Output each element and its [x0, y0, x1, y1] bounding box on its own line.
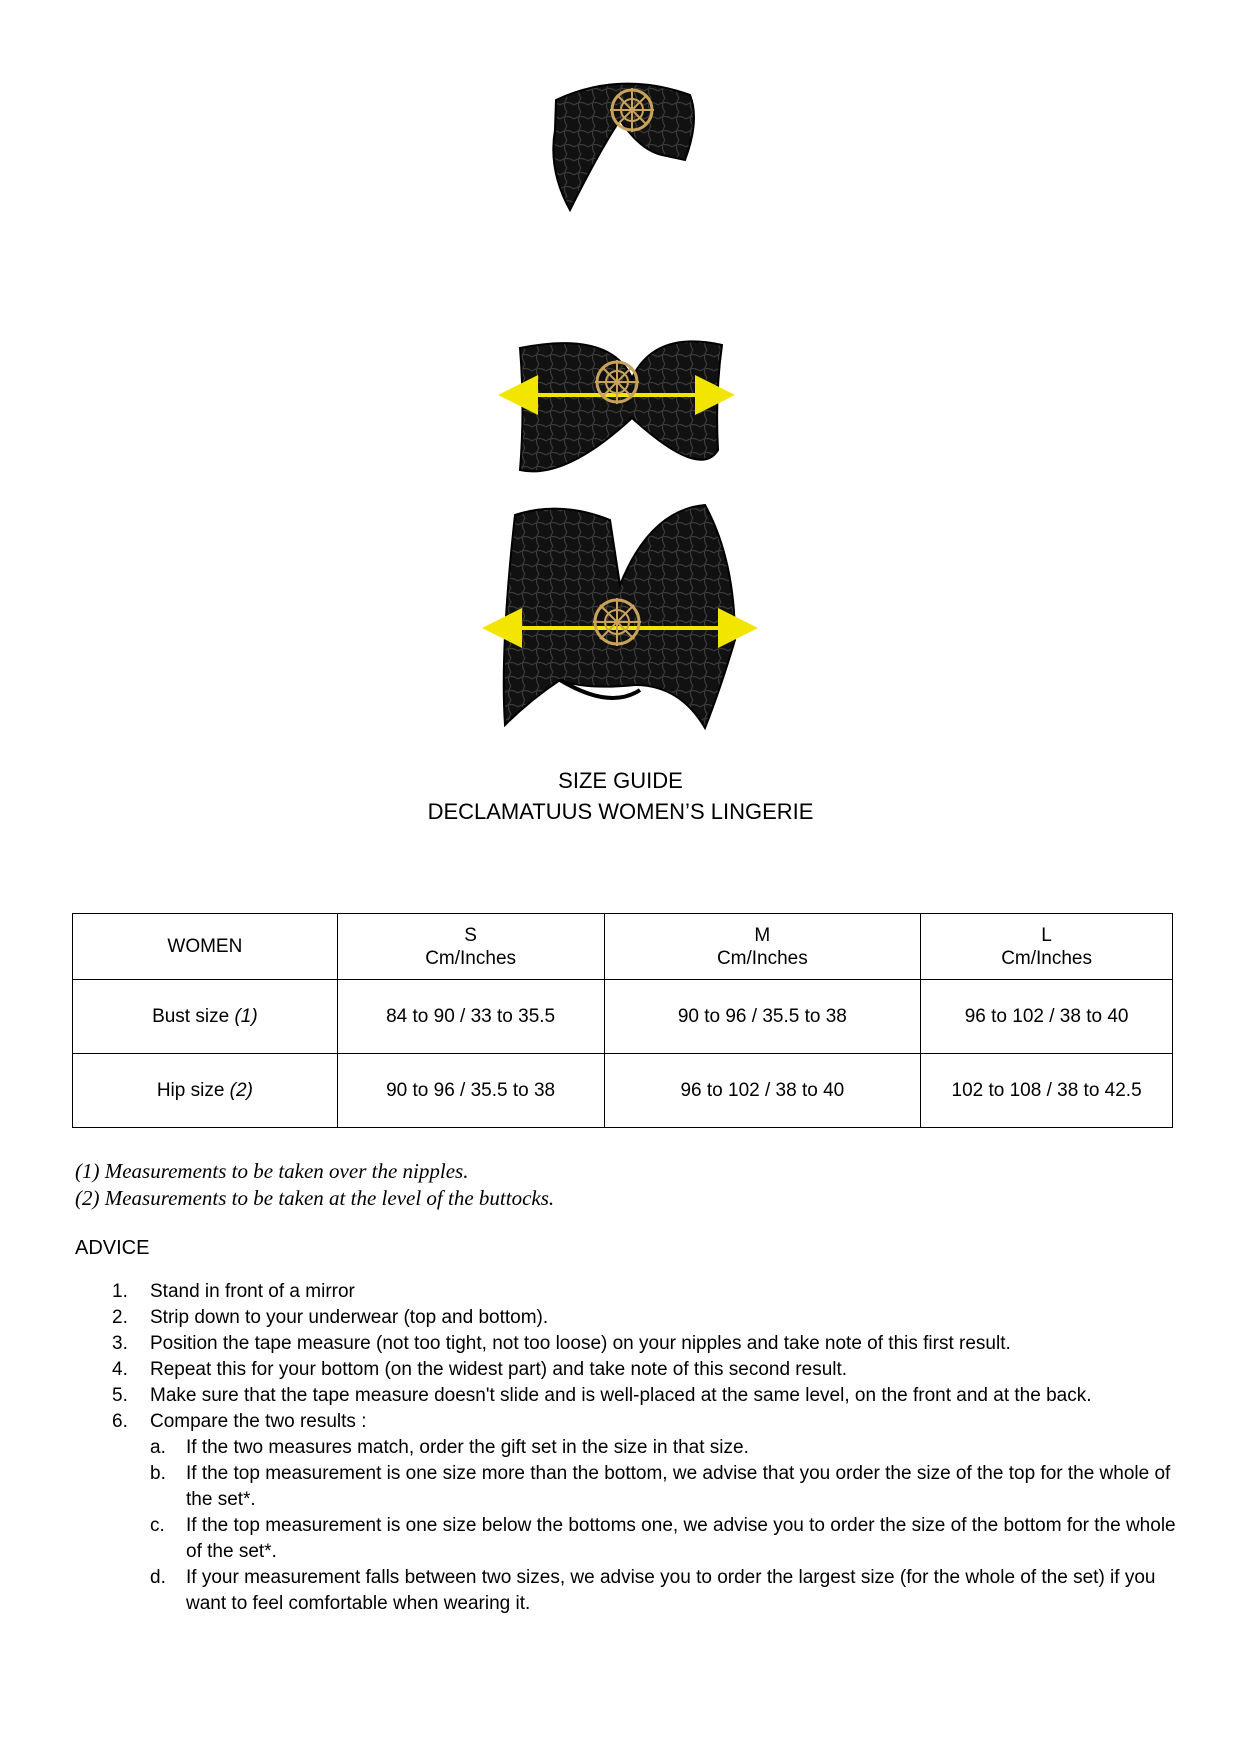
headband-illustration [553, 84, 694, 210]
header-size-s [337, 914, 604, 980]
cell-m: 96 to 102 / 38 to 40 [604, 1054, 921, 1128]
table-row-bust [73, 980, 1173, 1054]
unit-label: Cm/Inches [1001, 947, 1092, 969]
header-size-m [604, 914, 921, 980]
list-item: 4. Repeat this for your bottom (on the widest part) and take note of this second result. [112, 1359, 848, 1380]
header-women: WOMEN [73, 914, 338, 980]
table-row-hip [73, 1054, 1173, 1128]
header-size-l [921, 914, 1173, 980]
sub-list-item: a. If the two measures match, order the gift set in the size in that size. [150, 1437, 749, 1458]
cell-l: 96 to 102 / 38 to 40 [921, 980, 1173, 1054]
product-illustrations [0, 0, 1241, 740]
cell-m: 90 to 96 / 35.5 to 38 [604, 980, 921, 1054]
sub-list-item: c. If the top measurement is one size below the bottoms one, we advise you to order the size of the bottom for the whole of the set*. [150, 1515, 1176, 1562]
title-line-1: SIZE GUIDE [558, 768, 683, 793]
sub-list-item: b. If the top measurement is one size more than the bottom, we advise that you order the size of the top for the whole of the set*. [150, 1463, 1171, 1510]
table-header-row [73, 914, 1173, 980]
cell-s: 84 to 90 / 33 to 35.5 [337, 980, 604, 1054]
list-item: 2. Strip down to your underwear (top and bottom). [112, 1307, 549, 1328]
advice-heading: ADVICE [75, 1237, 150, 1259]
cell-s: 90 to 96 / 35.5 to 38 [337, 1054, 604, 1128]
size-label: L [1041, 924, 1052, 946]
spiderweb-ornament-icon [593, 598, 641, 646]
title-line-2: DECLAMATUUS WOMEN’S LINGERIE [427, 799, 814, 824]
advice-list [0, 1279, 1241, 1617]
list-item: 6. Compare the two results : a. If the two measures match, order the gift set in the size in that size. b. If the top measurement is one size more than the bottom, we advise that you order the size of the top for the whole of the set*. c. If the top measurement is one size below the bottoms one, we advise you to order the size of the bottom for the whole of the set*. d. If your measurement falls between two sizes, we advise you to order the largest size (for the whole of the set) if you want to feel comfortable when wearing it. [0, 1409, 1170, 1617]
row-label: Bust size (1) [73, 980, 338, 1054]
sub-list-item: d. If your measurement falls between two sizes, we advise you to order the largest size (for the whole of the set) if you want to feel comfortable when wearing it. [150, 1567, 1156, 1614]
unit-label: Cm/Inches [425, 947, 517, 969]
unit-label: Cm/Inches [716, 947, 808, 969]
note-2: (2) Measurements to be taken at the level of the buttocks. [75, 1186, 555, 1210]
advice-sublist [150, 1435, 1176, 1617]
measurement-notes [75, 1158, 554, 1212]
note-1: (1) Measurements to be taken over the nipples. [75, 1159, 469, 1183]
size-table [72, 913, 1173, 1128]
brief-illustration [502, 505, 738, 728]
size-label: S [464, 924, 477, 946]
cell-l: 102 to 108 / 38 to 42.5 [921, 1054, 1173, 1128]
size-label: M [754, 924, 771, 946]
list-item: 3. Position the tape measure (not too tight, not too loose) on your nipples and take note of this first result. [112, 1333, 1011, 1354]
list-item: 1. Stand in front of a mirror [112, 1281, 355, 1302]
list-item: 5. Make sure that the tape measure doesn't slide and is well-placed at the same level, on the front and at the back. [112, 1385, 1092, 1406]
page-title [0, 765, 1241, 827]
row-label: Hip size (2) [73, 1054, 338, 1128]
bandeau-top-illustration [518, 341, 722, 471]
